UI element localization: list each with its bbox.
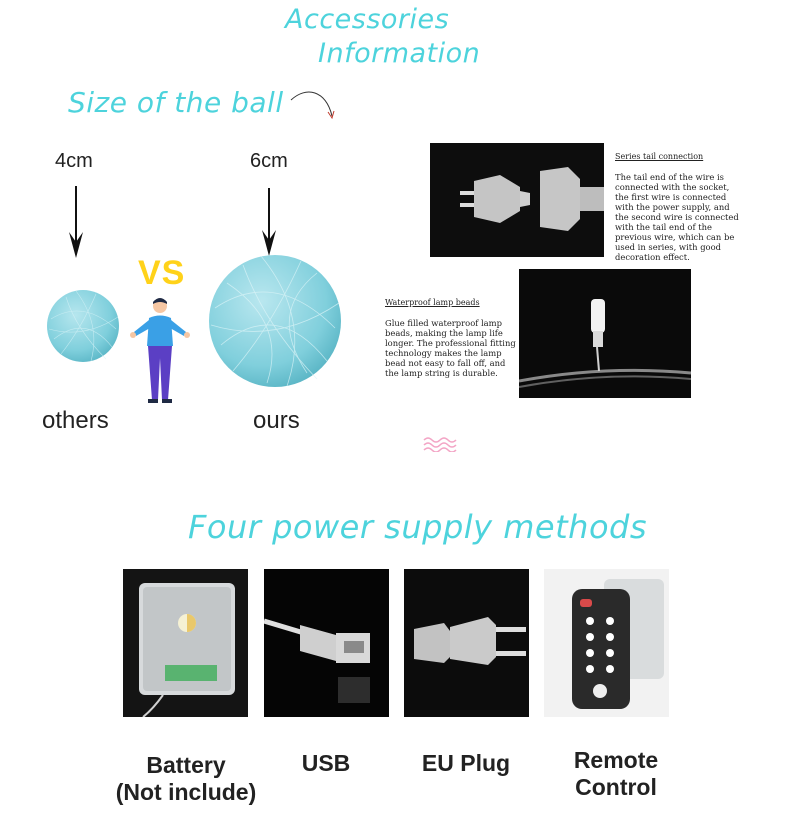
accessories-title: Accessories bbox=[285, 4, 450, 35]
power-supply-title: Four power supply methods bbox=[188, 508, 647, 546]
ball-size-title: Size of the ball bbox=[68, 86, 284, 119]
usb-label bbox=[276, 750, 376, 777]
large-size-label: 6cm bbox=[250, 150, 288, 172]
series-connection-title: Series tail connection bbox=[615, 152, 704, 161]
waterproof-title: Waterproof lamp beads bbox=[385, 298, 480, 307]
lamp-bead-photo bbox=[519, 269, 691, 398]
large-cotton-ball bbox=[207, 253, 343, 389]
wave-icon bbox=[423, 436, 457, 452]
battery-box-photo bbox=[123, 569, 248, 717]
eu-plug-photo bbox=[404, 569, 529, 717]
small-cotton-ball bbox=[46, 289, 120, 363]
down-arrow-icon bbox=[259, 188, 279, 258]
vs-label: VS bbox=[138, 254, 186, 292]
eu-plug-label bbox=[406, 750, 526, 777]
usb-plug-photo bbox=[264, 569, 389, 717]
others-caption: others bbox=[42, 407, 109, 434]
remote-control-label bbox=[556, 747, 676, 801]
small-size-label: 4cm bbox=[55, 150, 93, 172]
battery-label-line2: (Not include) bbox=[115, 779, 257, 805]
remote-label-line1: Remote bbox=[573, 747, 659, 773]
series-connection-text: The tail end of the wire is connected with the socket, the first wire is connected with the power supply, and the second wire is connected with the tail end of the previous wire, which can be used in series, with good decoration effect. bbox=[615, 172, 739, 262]
person-figure bbox=[128, 296, 192, 406]
remote-label-line2: Control bbox=[575, 774, 657, 800]
remote-control-photo bbox=[544, 569, 669, 717]
eu-plug-label-line1: EU Plug bbox=[421, 750, 511, 776]
battery-label-line1: Battery bbox=[146, 752, 226, 778]
curved-arrow-icon bbox=[288, 88, 340, 124]
information-title: Information bbox=[318, 38, 481, 69]
down-arrow-icon bbox=[66, 186, 86, 260]
battery-label bbox=[100, 752, 272, 806]
waterproof-text: Glue filled waterproof lamp beads, making the lamp life longer. The professional fitting technology makes the lamp bead not easy to fall off, and the lamp string is durable. bbox=[385, 318, 516, 378]
plug-connection-photo bbox=[430, 143, 604, 257]
ours-caption: ours bbox=[253, 407, 300, 434]
usb-label-line1: USB bbox=[301, 750, 351, 776]
